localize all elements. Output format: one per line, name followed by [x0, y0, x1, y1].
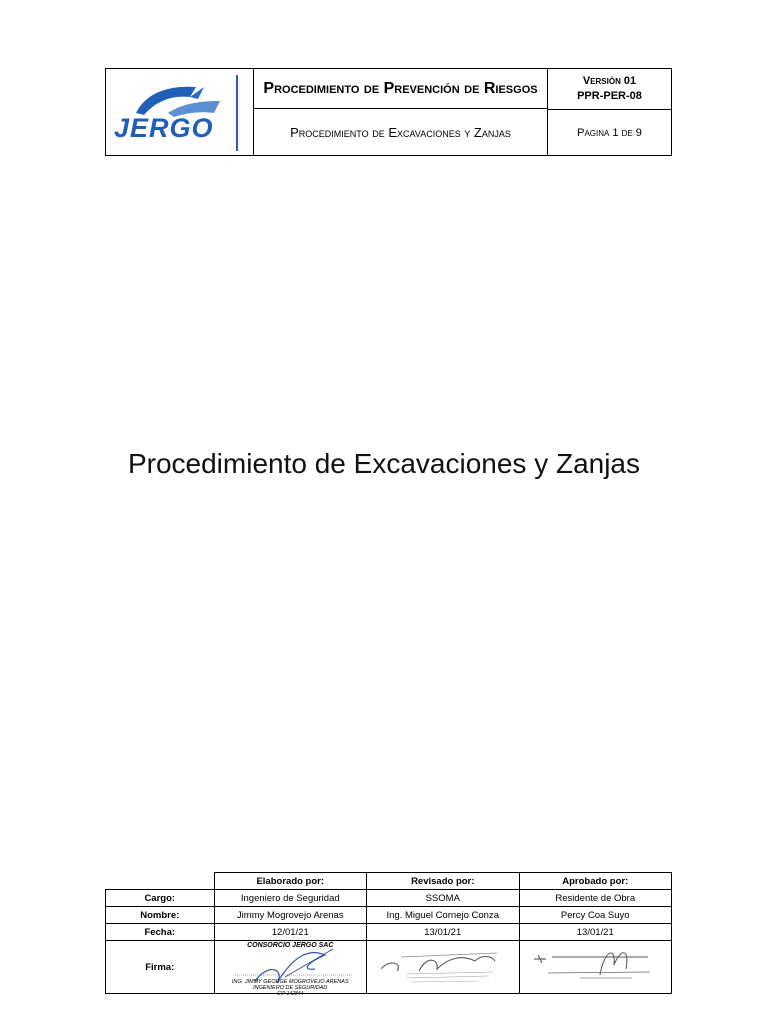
table-cell: Residente de Obra — [519, 890, 672, 907]
stamp-company: CONSORCIO JERGO SAC — [247, 942, 334, 949]
jergo-logo-icon — [134, 83, 226, 117]
document-title: Procedimiento de Excavaciones y Zanjas — [127, 448, 641, 479]
stamp-role: INGENIERO DE SEGURIDAD — [253, 985, 328, 991]
stamp-cip: CIP 142844 — [277, 991, 304, 997]
header-title-cell — [254, 69, 548, 155]
column-header: Aprobado por: — [519, 873, 672, 890]
document-header — [105, 68, 672, 156]
signature-cell-revisado — [367, 941, 520, 994]
logo-divider — [236, 75, 238, 151]
table-cell: 12/01/21 — [214, 924, 367, 941]
column-header: Elaborado por: — [214, 873, 367, 890]
row-label: Fecha: — [106, 924, 215, 941]
signature-cell-elaborado — [214, 941, 367, 997]
row-label: Firma: — [106, 941, 215, 994]
row-label: Nombre: — [106, 907, 215, 924]
table-cell: Ing. Miguel Cornejo Conza — [367, 907, 520, 924]
table-cell: SSOMA — [367, 890, 520, 907]
signature-row — [106, 941, 672, 994]
logo-cell — [106, 69, 254, 155]
table-cell: Ingeniero de Seguridad — [214, 890, 367, 907]
table-cell: Jimmy Mogrovejo Arenas — [214, 907, 367, 924]
table-row — [106, 924, 672, 941]
header-title: Procedimiento de Prevención de Riesgos — [254, 69, 547, 109]
table-row — [106, 907, 672, 924]
table-row — [106, 890, 672, 907]
version-block — [548, 69, 671, 110]
signature-stamp-icon — [520, 941, 670, 993]
column-header: Revisado por: — [367, 873, 520, 890]
header-subtitle: Procedimiento de Excavaciones y Zanjas — [290, 124, 511, 140]
blank-corner-cell — [106, 873, 215, 890]
approval-table — [105, 872, 672, 997]
page-number: Pagina 1 de 9 — [577, 126, 642, 139]
row-label: Cargo: — [106, 890, 215, 907]
table-cell: Percy Coa Suyo — [519, 907, 672, 924]
document-code: PPR-PER-08 — [577, 90, 642, 102]
version-label: Versión 01 — [582, 75, 637, 87]
signature-stamp-icon — [367, 941, 517, 993]
table-cell: 13/01/21 — [367, 924, 520, 941]
signature-cell-aprobado — [519, 941, 672, 994]
approval-header-row — [106, 873, 672, 890]
table-cell: 13/01/21 — [519, 924, 672, 941]
stamp-name: ING. JIMMY GEORGE MOGROVEJO ARENAS — [231, 979, 349, 985]
logo-text: JERGO — [114, 113, 214, 143]
header-meta-cell — [548, 69, 671, 155]
